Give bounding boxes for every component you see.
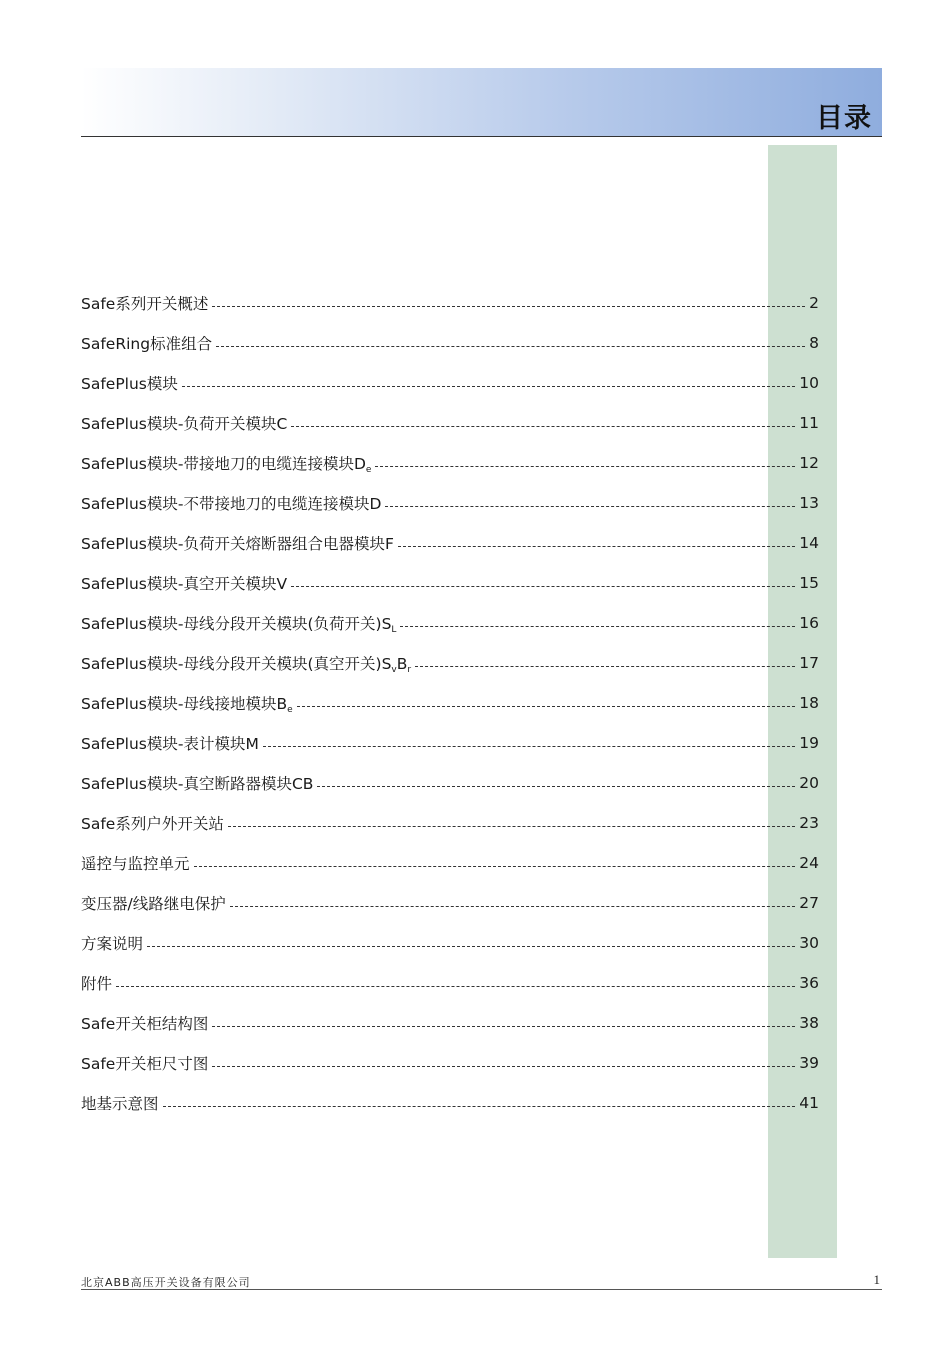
toc-entry-label: SafePlus模块-母线接地模块$B_e$ [81, 694, 293, 715]
toc-entry-page: 27 [799, 894, 819, 912]
toc-entry-page: 2 [809, 294, 819, 312]
toc-leader-dots [398, 544, 795, 547]
toc-entry[interactable] [81, 483, 819, 523]
page-title: 目录 [816, 103, 872, 134]
toc-entry[interactable] [81, 723, 819, 763]
toc-leader-dots [263, 744, 795, 747]
toc-entry-label: SafePlus模块-表计模块M [81, 735, 259, 753]
header-rule [81, 136, 882, 137]
toc-entry-page: 39 [799, 1054, 819, 1072]
toc-entry-label: Safe系列开关概述 [81, 295, 209, 313]
toc-entry[interactable] [81, 363, 819, 403]
toc-leader-dots [230, 904, 796, 907]
toc-leader-dots [317, 784, 795, 787]
toc-entry[interactable] [81, 563, 819, 603]
toc-entry[interactable] [81, 403, 819, 443]
toc-entry[interactable] [81, 283, 819, 323]
toc-entry-page: 14 [799, 534, 819, 552]
toc-entry-page: 20 [799, 774, 819, 792]
toc-leader-dots [291, 424, 795, 427]
toc-leader-dots [297, 704, 796, 707]
toc-entry-page: 13 [799, 494, 819, 512]
toc-entry-label: SafePlus模块-不带接地刀的电缆连接模块D [81, 495, 382, 513]
toc-entry[interactable] [81, 603, 819, 643]
toc-entry-page: 41 [799, 1094, 819, 1112]
toc-leader-dots [216, 344, 805, 347]
toc-entry[interactable] [81, 643, 819, 683]
toc-entry[interactable] [81, 323, 819, 363]
toc-entry-label: SafePlus模块-母线分段开关模块(负荷开关)$S_L$ [81, 614, 397, 635]
toc-entry-label: SafePlus模块-负荷开关熔断器组合电器模块F [81, 535, 394, 553]
toc-entry-label: 变压器/线路继电保护 [81, 895, 226, 913]
toc-entry-page: 23 [799, 814, 819, 832]
toc-entry[interactable] [81, 963, 819, 1003]
toc-entry-label: Safe开关柜尺寸图 [81, 1055, 209, 1073]
toc-entry-page: 11 [799, 414, 819, 432]
toc-entry-label: SafePlus模块-母线分段开关模块(真空开关)$S_vB_r$ [81, 654, 412, 675]
toc-leader-dots [212, 304, 805, 307]
header-band [81, 68, 882, 136]
toc-leader-dots [116, 984, 795, 987]
toc-entry[interactable] [81, 683, 819, 723]
toc-entry[interactable] [81, 923, 819, 963]
toc-leader-dots [147, 944, 795, 947]
toc-entry[interactable] [81, 883, 819, 923]
toc-entry-label: SafePlus模块-带接地刀的电缆连接模块$D_e$ [81, 454, 372, 475]
toc-leader-dots [291, 584, 795, 587]
toc-entry-label: Safe开关柜结构图 [81, 1015, 209, 1033]
toc-entry[interactable] [81, 763, 819, 803]
toc-leader-dots [228, 824, 795, 827]
toc-entry[interactable] [81, 1043, 819, 1083]
toc-leader-dots [194, 864, 796, 867]
toc-leader-dots [415, 664, 795, 667]
toc-entry-label: SafePlus模块-负荷开关模块C [81, 415, 288, 433]
toc-entry-label: SafeRing标准组合 [81, 335, 213, 353]
footer-rule [81, 1289, 882, 1290]
toc-entry-page: 38 [799, 1014, 819, 1032]
toc-entry-label: 方案说明 [81, 935, 144, 953]
toc-entry-label: SafePlus模块 [81, 375, 178, 393]
table-of-contents [81, 283, 819, 1123]
toc-leader-dots [212, 1064, 795, 1067]
toc-entry-page: 8 [809, 334, 819, 352]
toc-leader-dots [385, 504, 795, 507]
toc-entry[interactable] [81, 803, 819, 843]
toc-leader-dots [375, 464, 795, 467]
toc-entry-page: 15 [799, 574, 819, 592]
toc-leader-dots [400, 624, 795, 627]
toc-entry-page: 18 [799, 694, 819, 712]
toc-entry-label: 地基示意图 [81, 1095, 159, 1113]
toc-leader-dots [182, 384, 795, 387]
toc-entry-page: 30 [799, 934, 819, 952]
toc-entry-page: 17 [799, 654, 819, 672]
toc-entry-page: 10 [799, 374, 819, 392]
toc-entry[interactable] [81, 443, 819, 483]
toc-entry-label: SafePlus模块-真空断路器模块CB [81, 775, 314, 793]
toc-entry-page: 12 [799, 454, 819, 472]
toc-entry-label: 遥控与监控单元 [81, 855, 190, 873]
toc-entry-label: 附件 [81, 975, 113, 993]
toc-entry-page: 36 [799, 974, 819, 992]
toc-entry[interactable] [81, 523, 819, 563]
toc-entry[interactable] [81, 1003, 819, 1043]
toc-entry-page: 24 [799, 854, 819, 872]
toc-leader-dots [212, 1024, 795, 1027]
footer-company: 北京ABB高压开关设备有限公司 [81, 1276, 251, 1289]
toc-entry-page: 19 [799, 734, 819, 752]
toc-entry-label: SafePlus模块-真空开关模块V [81, 575, 288, 593]
toc-entry-label: Safe系列户外开关站 [81, 815, 224, 833]
toc-entry[interactable] [81, 843, 819, 883]
toc-leader-dots [163, 1104, 796, 1107]
footer-page-number: 1 [873, 1272, 880, 1287]
toc-entry-page: 16 [799, 614, 819, 632]
toc-entry[interactable] [81, 1083, 819, 1123]
